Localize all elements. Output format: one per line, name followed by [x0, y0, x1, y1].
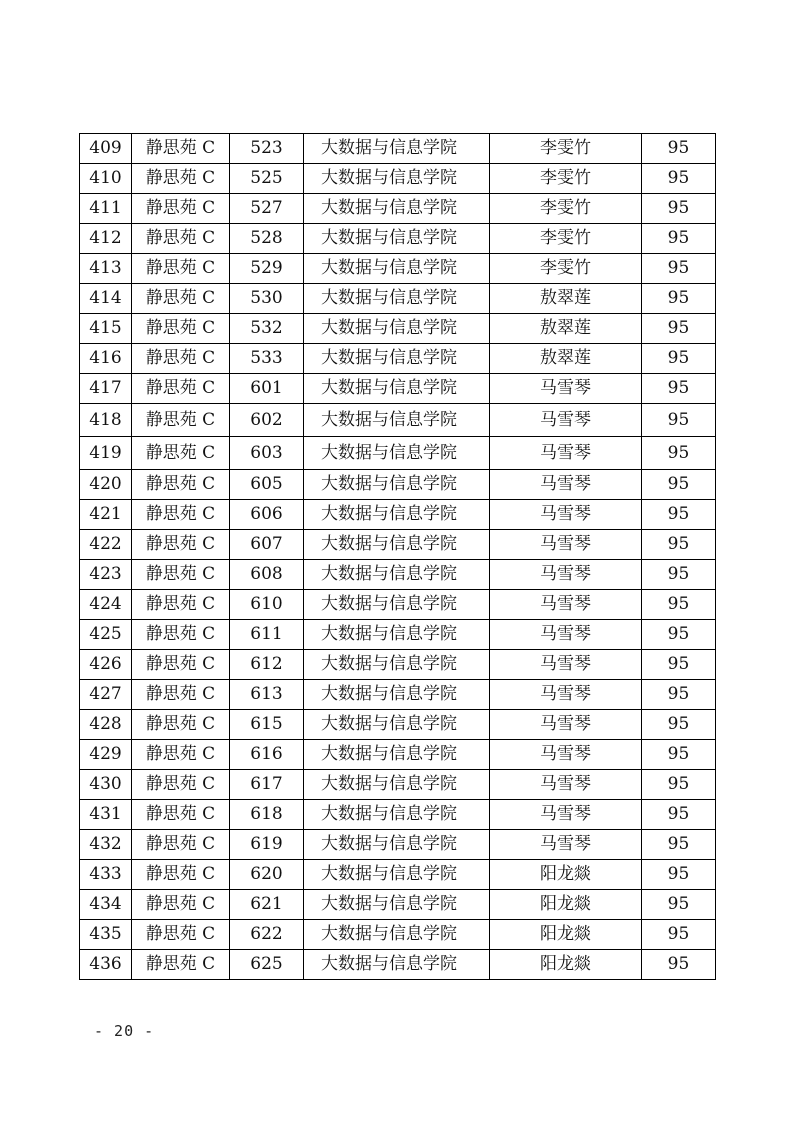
college-cell: 大数据与信息学院 [304, 560, 490, 590]
row-number-cell: 426 [80, 650, 132, 680]
inspector-name-cell: 阳龙燚 [490, 950, 642, 980]
table-row [80, 920, 716, 950]
row-number-cell: 416 [80, 344, 132, 374]
score-cell: 95 [642, 224, 716, 254]
room-number-cell: 613 [230, 680, 304, 710]
building-cell: 静思苑 C [132, 680, 230, 710]
dormitory-score-table-container [79, 133, 715, 980]
college-cell: 大数据与信息学院 [304, 374, 490, 404]
inspector-name-cell: 阳龙燚 [490, 860, 642, 890]
college-cell: 大数据与信息学院 [304, 680, 490, 710]
row-number-cell: 432 [80, 830, 132, 860]
college-cell: 大数据与信息学院 [304, 770, 490, 800]
table-row [80, 830, 716, 860]
table-row [80, 590, 716, 620]
building-cell: 静思苑 C [132, 194, 230, 224]
room-number-cell: 611 [230, 620, 304, 650]
table-row [80, 680, 716, 710]
table-row [80, 950, 716, 980]
table-row [80, 710, 716, 740]
room-number-cell: 610 [230, 590, 304, 620]
table-row [80, 314, 716, 344]
inspector-name-cell: 马雪琴 [490, 470, 642, 500]
table-row [80, 284, 716, 314]
table-row [80, 134, 716, 164]
building-cell: 静思苑 C [132, 860, 230, 890]
inspector-name-cell: 马雪琴 [490, 740, 642, 770]
score-cell: 95 [642, 920, 716, 950]
college-cell: 大数据与信息学院 [304, 437, 490, 470]
inspector-name-cell: 马雪琴 [490, 830, 642, 860]
building-cell: 静思苑 C [132, 560, 230, 590]
inspector-name-cell: 马雪琴 [490, 560, 642, 590]
building-cell: 静思苑 C [132, 254, 230, 284]
score-cell: 95 [642, 950, 716, 980]
college-cell: 大数据与信息学院 [304, 344, 490, 374]
building-cell: 静思苑 C [132, 437, 230, 470]
table-row [80, 164, 716, 194]
row-number-cell: 435 [80, 920, 132, 950]
table-row [80, 650, 716, 680]
row-number-cell: 420 [80, 470, 132, 500]
room-number-cell: 530 [230, 284, 304, 314]
building-cell: 静思苑 C [132, 710, 230, 740]
room-number-cell: 612 [230, 650, 304, 680]
room-number-cell: 605 [230, 470, 304, 500]
score-cell: 95 [642, 374, 716, 404]
building-cell: 静思苑 C [132, 284, 230, 314]
row-number-cell: 434 [80, 890, 132, 920]
table-row [80, 224, 716, 254]
inspector-name-cell: 李雯竹 [490, 254, 642, 284]
table-row [80, 860, 716, 890]
building-cell: 静思苑 C [132, 344, 230, 374]
inspector-name-cell: 马雪琴 [490, 437, 642, 470]
score-cell: 95 [642, 284, 716, 314]
inspector-name-cell: 马雪琴 [490, 800, 642, 830]
room-number-cell: 606 [230, 500, 304, 530]
building-cell: 静思苑 C [132, 770, 230, 800]
score-cell: 95 [642, 254, 716, 284]
college-cell: 大数据与信息学院 [304, 710, 490, 740]
table-row [80, 620, 716, 650]
row-number-cell: 411 [80, 194, 132, 224]
score-cell: 95 [642, 620, 716, 650]
row-number-cell: 412 [80, 224, 132, 254]
row-number-cell: 431 [80, 800, 132, 830]
inspector-name-cell: 马雪琴 [490, 590, 642, 620]
row-number-cell: 415 [80, 314, 132, 344]
page-number: - 20 - [94, 1022, 155, 1040]
room-number-cell: 607 [230, 530, 304, 560]
college-cell: 大数据与信息学院 [304, 590, 490, 620]
room-number-cell: 523 [230, 134, 304, 164]
score-cell: 95 [642, 560, 716, 590]
building-cell: 静思苑 C [132, 830, 230, 860]
college-cell: 大数据与信息学院 [304, 800, 490, 830]
inspector-name-cell: 敖翠莲 [490, 284, 642, 314]
row-number-cell: 418 [80, 404, 132, 437]
dormitory-score-table [79, 133, 716, 980]
building-cell: 静思苑 C [132, 314, 230, 344]
building-cell: 静思苑 C [132, 164, 230, 194]
room-number-cell: 527 [230, 194, 304, 224]
inspector-name-cell: 李雯竹 [490, 224, 642, 254]
inspector-name-cell: 马雪琴 [490, 404, 642, 437]
row-number-cell: 427 [80, 680, 132, 710]
room-number-cell: 603 [230, 437, 304, 470]
inspector-name-cell: 李雯竹 [490, 134, 642, 164]
room-number-cell: 617 [230, 770, 304, 800]
score-cell: 95 [642, 590, 716, 620]
college-cell: 大数据与信息学院 [304, 470, 490, 500]
room-number-cell: 525 [230, 164, 304, 194]
building-cell: 静思苑 C [132, 890, 230, 920]
inspector-name-cell: 马雪琴 [490, 500, 642, 530]
college-cell: 大数据与信息学院 [304, 194, 490, 224]
table-row [80, 254, 716, 284]
table-row [80, 470, 716, 500]
score-cell: 95 [642, 470, 716, 500]
score-cell: 95 [642, 770, 716, 800]
score-cell: 95 [642, 890, 716, 920]
row-number-cell: 436 [80, 950, 132, 980]
room-number-cell: 528 [230, 224, 304, 254]
table-row [80, 560, 716, 590]
room-number-cell: 529 [230, 254, 304, 284]
building-cell: 静思苑 C [132, 740, 230, 770]
room-number-cell: 615 [230, 710, 304, 740]
table-row [80, 890, 716, 920]
inspector-name-cell: 阳龙燚 [490, 920, 642, 950]
building-cell: 静思苑 C [132, 950, 230, 980]
building-cell: 静思苑 C [132, 500, 230, 530]
score-cell: 95 [642, 164, 716, 194]
inspector-name-cell: 马雪琴 [490, 620, 642, 650]
table-row [80, 530, 716, 560]
inspector-name-cell: 马雪琴 [490, 770, 642, 800]
row-number-cell: 433 [80, 860, 132, 890]
row-number-cell: 417 [80, 374, 132, 404]
building-cell: 静思苑 C [132, 404, 230, 437]
inspector-name-cell: 敖翠莲 [490, 314, 642, 344]
row-number-cell: 413 [80, 254, 132, 284]
score-cell: 95 [642, 134, 716, 164]
inspector-name-cell: 敖翠莲 [490, 344, 642, 374]
inspector-name-cell: 马雪琴 [490, 710, 642, 740]
row-number-cell: 414 [80, 284, 132, 314]
score-cell: 95 [642, 680, 716, 710]
room-number-cell: 619 [230, 830, 304, 860]
inspector-name-cell: 马雪琴 [490, 680, 642, 710]
row-number-cell: 419 [80, 437, 132, 470]
score-cell: 95 [642, 500, 716, 530]
score-cell: 95 [642, 530, 716, 560]
inspector-name-cell: 李雯竹 [490, 164, 642, 194]
row-number-cell: 428 [80, 710, 132, 740]
row-number-cell: 409 [80, 134, 132, 164]
building-cell: 静思苑 C [132, 224, 230, 254]
college-cell: 大数据与信息学院 [304, 254, 490, 284]
room-number-cell: 621 [230, 890, 304, 920]
row-number-cell: 410 [80, 164, 132, 194]
row-number-cell: 422 [80, 530, 132, 560]
room-number-cell: 622 [230, 920, 304, 950]
building-cell: 静思苑 C [132, 374, 230, 404]
score-cell: 95 [642, 710, 716, 740]
inspector-name-cell: 李雯竹 [490, 194, 642, 224]
inspector-name-cell: 马雪琴 [490, 530, 642, 560]
college-cell: 大数据与信息学院 [304, 314, 490, 344]
score-cell: 95 [642, 404, 716, 437]
row-number-cell: 425 [80, 620, 132, 650]
table-body [80, 134, 716, 980]
table-row [80, 770, 716, 800]
score-cell: 95 [642, 830, 716, 860]
college-cell: 大数据与信息学院 [304, 224, 490, 254]
room-number-cell: 608 [230, 560, 304, 590]
room-number-cell: 601 [230, 374, 304, 404]
building-cell: 静思苑 C [132, 620, 230, 650]
room-number-cell: 616 [230, 740, 304, 770]
table-row [80, 800, 716, 830]
row-number-cell: 423 [80, 560, 132, 590]
college-cell: 大数据与信息学院 [304, 830, 490, 860]
row-number-cell: 424 [80, 590, 132, 620]
building-cell: 静思苑 C [132, 800, 230, 830]
score-cell: 95 [642, 344, 716, 374]
score-cell: 95 [642, 740, 716, 770]
college-cell: 大数据与信息学院 [304, 650, 490, 680]
room-number-cell: 618 [230, 800, 304, 830]
college-cell: 大数据与信息学院 [304, 860, 490, 890]
table-row [80, 500, 716, 530]
inspector-name-cell: 马雪琴 [490, 374, 642, 404]
building-cell: 静思苑 C [132, 920, 230, 950]
table-row [80, 344, 716, 374]
room-number-cell: 620 [230, 860, 304, 890]
score-cell: 95 [642, 860, 716, 890]
row-number-cell: 429 [80, 740, 132, 770]
table-row [80, 374, 716, 404]
inspector-name-cell: 马雪琴 [490, 650, 642, 680]
building-cell: 静思苑 C [132, 650, 230, 680]
row-number-cell: 421 [80, 500, 132, 530]
table-row [80, 194, 716, 224]
row-number-cell: 430 [80, 770, 132, 800]
room-number-cell: 602 [230, 404, 304, 437]
table-row [80, 740, 716, 770]
score-cell: 95 [642, 437, 716, 470]
room-number-cell: 533 [230, 344, 304, 374]
college-cell: 大数据与信息学院 [304, 404, 490, 437]
score-cell: 95 [642, 194, 716, 224]
score-cell: 95 [642, 314, 716, 344]
college-cell: 大数据与信息学院 [304, 500, 490, 530]
college-cell: 大数据与信息学院 [304, 920, 490, 950]
college-cell: 大数据与信息学院 [304, 164, 490, 194]
college-cell: 大数据与信息学院 [304, 530, 490, 560]
building-cell: 静思苑 C [132, 590, 230, 620]
college-cell: 大数据与信息学院 [304, 740, 490, 770]
college-cell: 大数据与信息学院 [304, 284, 490, 314]
score-cell: 95 [642, 650, 716, 680]
college-cell: 大数据与信息学院 [304, 890, 490, 920]
inspector-name-cell: 阳龙燚 [490, 890, 642, 920]
building-cell: 静思苑 C [132, 530, 230, 560]
score-cell: 95 [642, 800, 716, 830]
college-cell: 大数据与信息学院 [304, 134, 490, 164]
building-cell: 静思苑 C [132, 134, 230, 164]
college-cell: 大数据与信息学院 [304, 950, 490, 980]
college-cell: 大数据与信息学院 [304, 620, 490, 650]
room-number-cell: 532 [230, 314, 304, 344]
table-row [80, 404, 716, 437]
room-number-cell: 625 [230, 950, 304, 980]
building-cell: 静思苑 C [132, 470, 230, 500]
table-row [80, 437, 716, 470]
